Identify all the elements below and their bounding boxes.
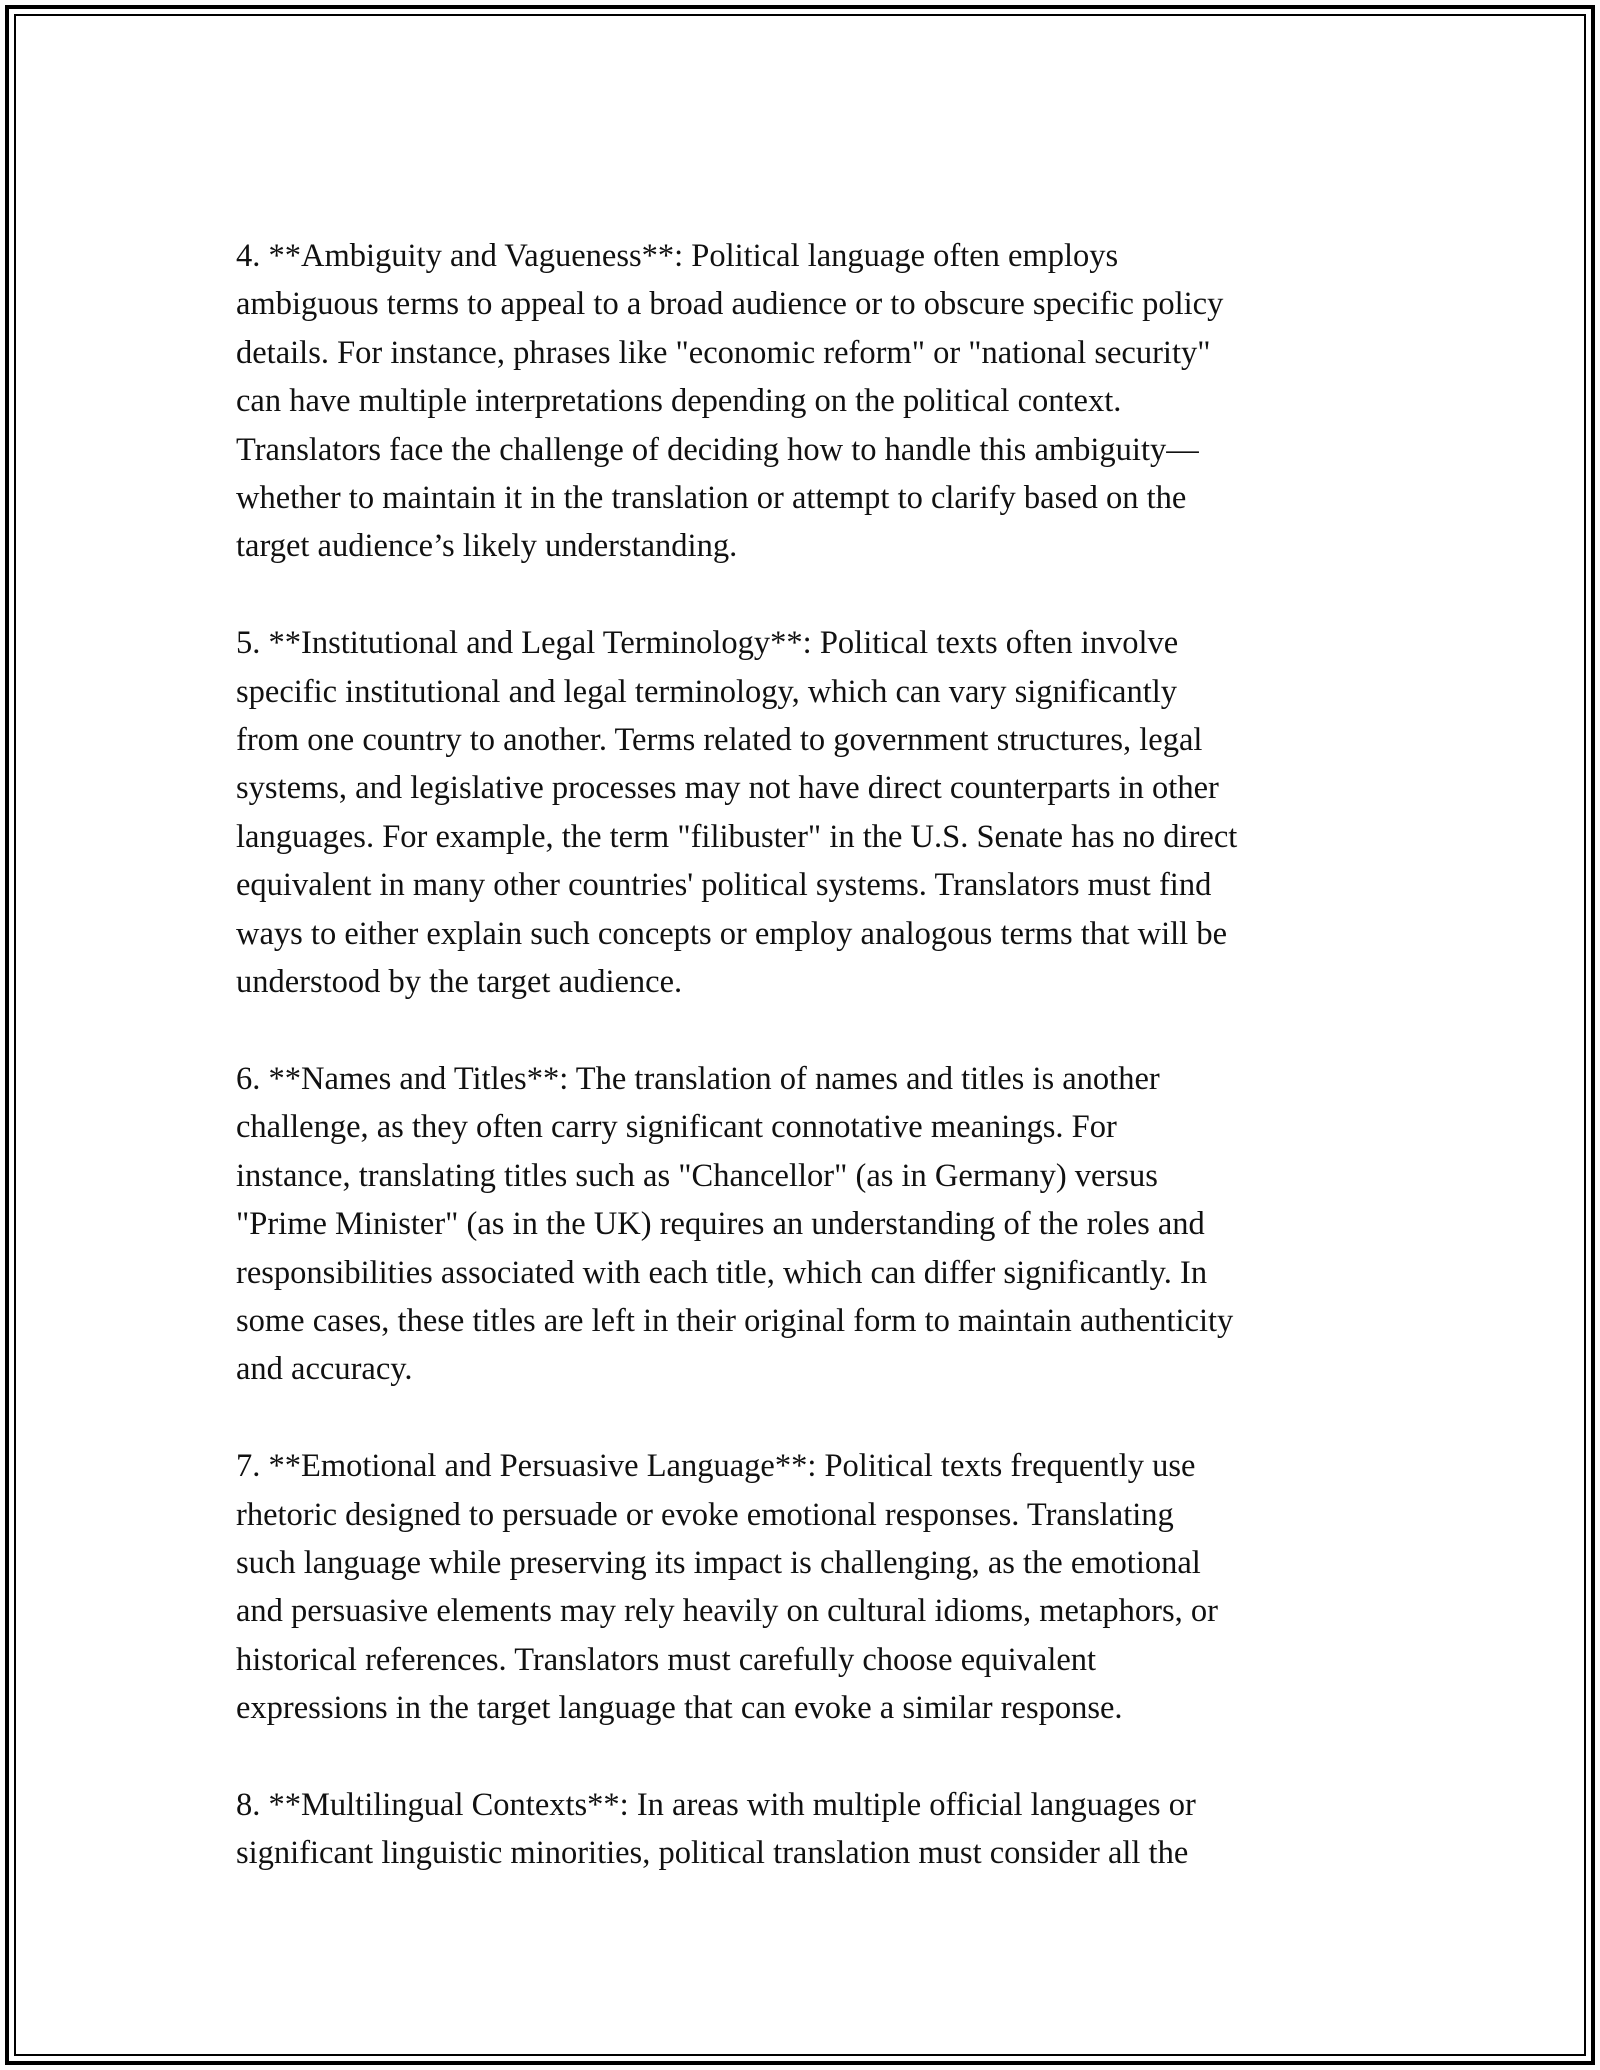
text-line: challenge, as they often carry significant connotative meanings. For [236, 1109, 1117, 1146]
text-line: 4. **Ambiguity and Vagueness**: Political language often employs [236, 238, 1119, 274]
text-line: and accuracy. [236, 1351, 413, 1388]
text-line: target audience’s likely understanding. [236, 528, 738, 565]
text-line: "Prime Minister" (as in the UK) requires an understanding of the roles and [236, 1206, 1205, 1243]
paragraph-emotional-and-persuasive-language [236, 1442, 1376, 1732]
text-line: some cases, these titles are left in their original form to maintain authenticity [236, 1302, 1234, 1339]
paragraph-ambiguity-and-vagueness [236, 232, 1376, 571]
text-line: 8. **Multilingual Contexts**: In areas with multiple official languages or [236, 1786, 1196, 1823]
text-line: 6. **Names and Titles**: The translation of names and titles is another [236, 1060, 1160, 1097]
text-line: and persuasive elements may rely heavily on cultural idioms, metaphors, or [236, 1593, 1218, 1630]
text-line: rhetoric designed to persuade or evoke emotional responses. Translating [236, 1496, 1174, 1533]
paragraph-institutional-and-legal-terminology [236, 619, 1376, 1006]
text-line: languages. For example, the term "filibuster" in the U.S. Senate has no direct [236, 818, 1238, 855]
text-line: ambiguous terms to appeal to a broad audience or to obscure specific policy [236, 286, 1224, 323]
text-line: specific institutional and legal terminology, which can vary significantly [236, 673, 1178, 710]
text-line: systems, and legislative processes may not have direct counterparts in other [236, 770, 1219, 807]
text-line: understood by the target audience. [236, 964, 683, 1001]
text-line: Translators face the challenge of deciding how to handle this ambiguity— [236, 431, 1199, 468]
text-line: expressions in the target language that can evoke a similar response. [236, 1690, 1123, 1727]
text-line: responsibilities associated with each title, which can differ significantly. In [236, 1254, 1208, 1291]
text-line: historical references. Translators must carefully choose equivalent [236, 1641, 1097, 1678]
document-body [236, 232, 1376, 1926]
text-line: such language while preserving its impact is challenging, as the emotional [236, 1544, 1201, 1581]
text-line: from one country to another. Terms related to government structures, legal [236, 722, 1203, 759]
paragraph-names-and-titles [236, 1055, 1376, 1394]
text-line: equivalent in many other countries' political systems. Translators must find [236, 867, 1212, 904]
paragraph-multilingual-contexts [236, 1781, 1376, 1878]
text-line: 5. **Institutional and Legal Terminology**: Political texts often involve [236, 625, 1179, 662]
text-line: whether to maintain it in the translation or attempt to clarify based on the [236, 480, 1187, 517]
text-line: ways to either explain such concepts or employ analogous terms that will be [236, 915, 1227, 952]
text-line: instance, translating titles such as "Chancellor" (as in Germany) versus [236, 1157, 1158, 1194]
text-line: can have multiple interpretations depending on the political context. [236, 383, 1122, 420]
text-line: significant linguistic minorities, political translation must consider all the [236, 1835, 1189, 1872]
text-line: details. For instance, phrases like "economic reform" or "national security" [236, 334, 1211, 371]
text-line: 7. **Emotional and Persuasive Language**: Political texts frequently use [236, 1448, 1196, 1485]
